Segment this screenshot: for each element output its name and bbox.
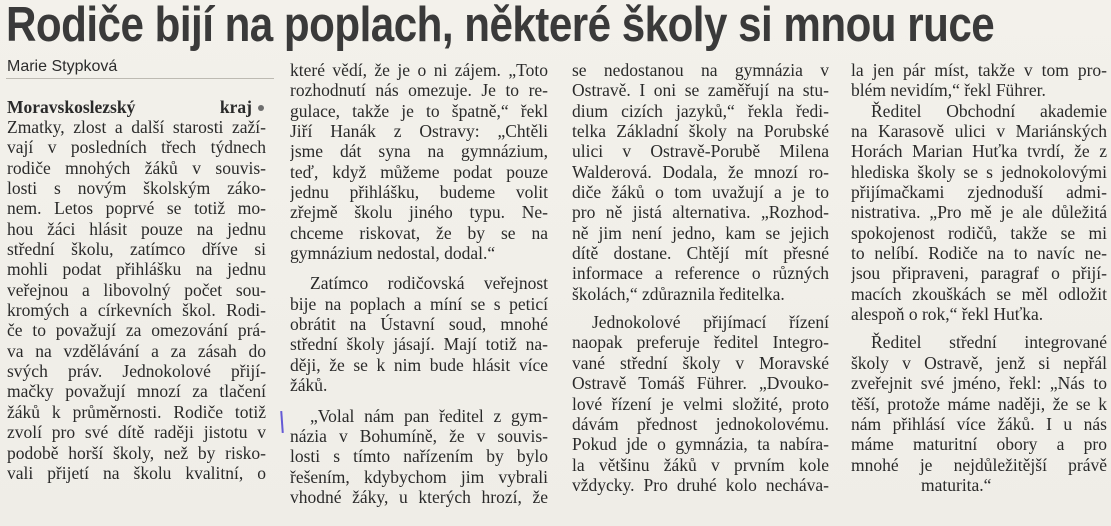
column-line: jsme dát syna na gymnázium, (290, 141, 548, 162)
column-line: vali přijetí na školu kvalitní, o (7, 462, 266, 483)
column-line: Ostravě. I oni se zaměřují na stu- (572, 80, 829, 101)
column-line: Zmatky, zlost a další starosti zaží- (7, 117, 266, 137)
column-line: gulace, takže je to špatně,“ řekl (290, 100, 548, 121)
column-line: obrátit na Ústavní soud, mnohé (290, 314, 548, 335)
column-line: dium cizích jazyků,“ řekla ředi- (572, 100, 829, 121)
column-line: ději, že se k nim bude hlásit více (290, 354, 548, 375)
column-line: ně jim není jedno, kam se jejich (572, 222, 829, 243)
column-line: Ředitel střední integrované (871, 332, 1107, 353)
column-line: jsou připraveni, paragraf o přijí- (851, 263, 1107, 284)
column-line: kromých a církevních škol. Rodi- (7, 300, 266, 321)
column-line: zveřejnit své jméno, řekl: „Nás to (851, 373, 1107, 394)
column-line: hou žáci hlásit pouze na jednu (7, 218, 266, 239)
column-line: názia v Bohumíně, že v souvis- (290, 425, 548, 446)
dateline-bullet-icon (258, 105, 264, 111)
column-line: se nedostanou na gymnázia v (572, 60, 829, 80)
column-line: macích zkouškách se měl odložit (851, 283, 1107, 304)
column-line: školy v Ostravě, jenž si nepřál (851, 352, 1107, 373)
author-byline: Marie Stypková (7, 58, 118, 75)
column-line: diče žáků o tom uvažují a je to (572, 182, 829, 203)
column-line: bije na poplach a míní se s peticí (290, 293, 548, 314)
column-line: Jednokolové přijímací řízení (592, 312, 829, 333)
dateline: Moravskoslezský kraj (7, 97, 252, 117)
column-line: chceme riskovat, že by se na (290, 222, 548, 243)
column-line: řešením, kdybychom jim vybrali (290, 466, 548, 487)
column-line: školách,“ zdůraznila ředitelka. (572, 283, 785, 304)
column-line: Zatímco rodičovská veřejnost (310, 273, 548, 294)
column-line: lové řízení je velmi složité, proto (572, 393, 829, 414)
column-line: nistrativa. „Pro mě je ale důležitá (851, 202, 1107, 223)
column-line: které vědí, že je o ni zájem. „Toto (290, 60, 548, 80)
column-line: va na vzdělávání a za zásah do (7, 340, 266, 361)
column-line: blém nevidím,“ řekl Führer. (851, 80, 1046, 101)
column-line: na Karasově ulici v Mariánských (851, 121, 1107, 142)
byline-rule (6, 78, 274, 79)
article-column-3 (572, 60, 829, 495)
article-column-4 (851, 60, 1107, 495)
column-line: vají v posledních třech týdnech (7, 137, 266, 158)
column-line: alespoň o rok,“ řekl Huťka. (851, 304, 1044, 325)
column-line: „Volal nám pan ředitel z gym- (310, 405, 548, 426)
column-line: máme maturitní obory a pro (851, 434, 1107, 455)
column-line: informace a reference o různých (572, 263, 829, 284)
column-line: ulici v Ostravě-Porubě Milena (572, 141, 829, 162)
column-line: telka Základní školy na Porubské (572, 121, 829, 142)
column-line: naopak preferuje ředitel Integro- (572, 332, 829, 353)
column-line: dávám přednost jednokolovému. (572, 413, 829, 434)
column-line: Ředitel Obchodní akademie (871, 100, 1107, 121)
column-line: těší, protože máme naději, že se k (851, 393, 1107, 414)
column-line: Jiří Hanák z Ostravy: „Chtěli (290, 121, 548, 142)
column-line: spokojenost rodičů, takže se mi (851, 222, 1107, 243)
column-line: mačky považují mnozí za tlačení (7, 381, 266, 402)
column-line: žáků k průměrnosti. Rodiče totiž (7, 401, 266, 422)
dateline-row (7, 97, 266, 117)
headline: Rodiče bijí na poplach, některé školy si mnou ruce (6, 0, 995, 52)
column-line: hlediska školy se s jednokolovými (851, 161, 1107, 182)
column-line: mnohé je nejdůležitější právě (851, 454, 1107, 475)
column-line: podobě horší školy, než by risko- (7, 442, 266, 463)
column-line: veřejnou a libovolný počet sou- (7, 279, 266, 300)
column-line: gymnázium nedostal, dodal.“ (290, 243, 496, 264)
column-line: če to považují za omezování prá- (7, 320, 266, 341)
column-line: zvolí pro své dítě raději jistotu v (7, 422, 266, 443)
column-line: zřejmě školu jiného typu. Ne- (290, 202, 548, 223)
column-line: la většinu žáků v prvním kole (572, 454, 829, 475)
article-column-2 (290, 60, 548, 507)
column-line: dítě dostane. Chtějí mít přesné (572, 243, 829, 264)
column-line: jednu přihlášku, budeme volit (290, 182, 548, 203)
column-line: rodiče mnohých žáků v souvis- (7, 157, 266, 178)
article-column-1 (7, 117, 266, 483)
column-line: Walderová. Dodala, že mnozí ro- (572, 161, 829, 182)
column-line: vhodné žáky, u kterých hrozí, že (290, 486, 548, 507)
column-line: vané střední školy v Moravské (572, 352, 829, 373)
column-line: maturita.“ (921, 474, 992, 495)
column-line: vždycky. Pro druhé kolo necháva- (572, 474, 829, 495)
column-line: losti s tímto nařízením by bylo (290, 446, 548, 467)
column-line: střední školu, zatímco dříve si (7, 239, 266, 260)
column-line: losti s novým školským záko- (7, 178, 266, 199)
ink-pen-mark (280, 411, 284, 433)
column-line: žáků. (290, 375, 328, 396)
column-line: nám přihlásí více žáků. I u nás (851, 413, 1107, 434)
column-line: střední školy jásají. Mají totiž na- (290, 334, 548, 355)
column-line: Pokud jde o gymnázia, ta nabíra- (572, 434, 829, 455)
column-line: rozhodnutí nás omezuje. Je to re- (290, 80, 548, 101)
column-line: to nelíbí. Rodiče na to navíc ne- (851, 243, 1107, 264)
column-line: pro ně jistá alternativa. „Rozhod- (572, 202, 829, 223)
column-line: nem. Letos poprvé se totiž mo- (7, 198, 266, 219)
column-line: přijímačkami zjednoduší admi- (851, 182, 1107, 203)
column-line: mohli podat přihlášku na jednu (7, 259, 266, 280)
column-line: Horách Marian Huťka tvrdí, že z (851, 141, 1107, 162)
column-line: teď, když můžeme podat pouze (290, 161, 548, 182)
column-line: svých práv. Jednokolové přijí- (7, 361, 266, 382)
column-line: la jen pár míst, takže v tom pro- (851, 60, 1107, 80)
column-line: Ostravě Tomáš Führer. „Dvouko- (572, 373, 829, 394)
